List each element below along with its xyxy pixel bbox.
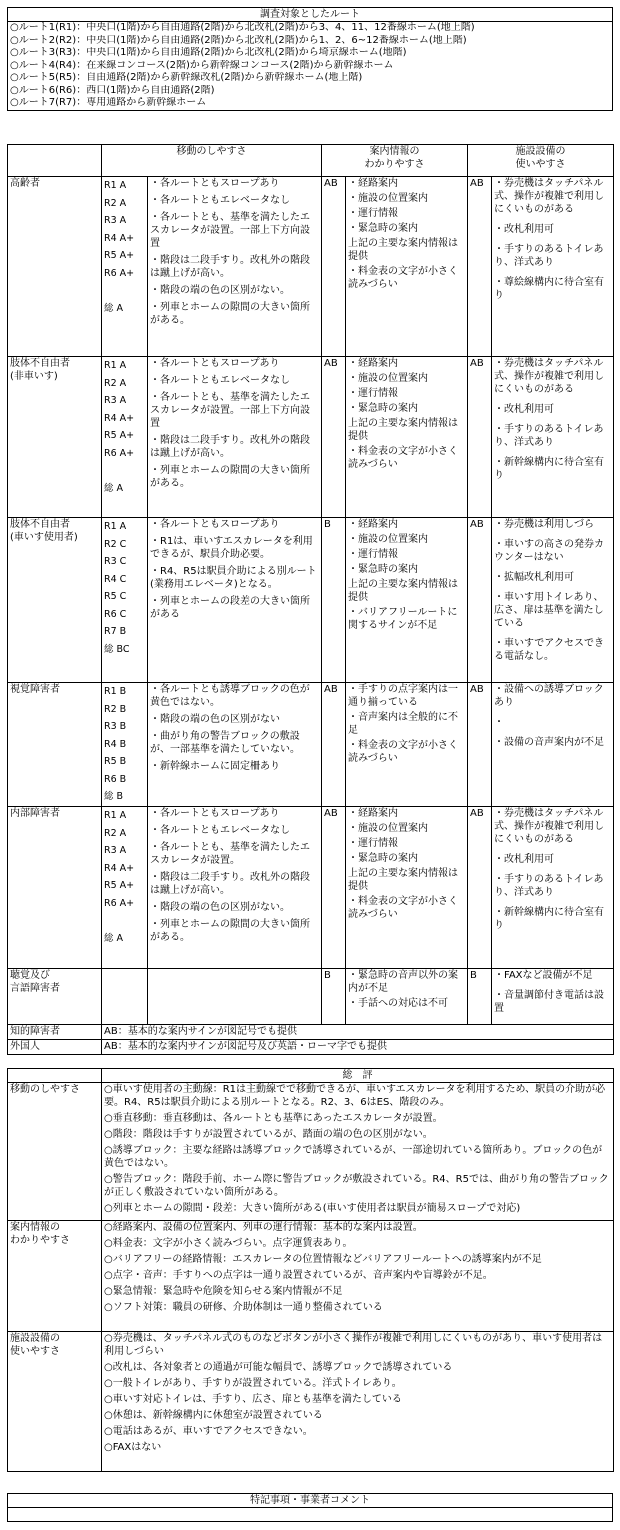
corner-cell	[8, 145, 102, 177]
summary-line: ○休憩は、新幹線構内に休憩室が設置されている	[104, 1410, 323, 1421]
info-item: ・料金表の文字が小さく読みづらい	[348, 740, 458, 764]
route-item: ○ルート6(R6)：西口(1階)から自由通路(2階)	[10, 84, 215, 96]
info-item: ・緊急時の案内	[348, 853, 418, 864]
facility-notes	[492, 969, 614, 1025]
info-item: ・施設の位置案内	[348, 534, 428, 545]
mobility-item: ・各ルートとも、基準を満たしたエスカレータが設置。	[150, 842, 310, 866]
summary-line: ○緊急情報：緊急時や危険を知らせる案内情報が不足	[104, 1286, 343, 1297]
mobility-item: ・各ルートともエレベータなし	[150, 195, 290, 206]
facility-notes	[492, 357, 614, 518]
facility-grade: AB	[468, 518, 492, 683]
info-notes	[346, 177, 468, 357]
facility-item: ・改札利用可	[494, 224, 554, 235]
mobility-item: ・各ルートともスロープあり	[150, 178, 280, 189]
summary-corner	[8, 1069, 102, 1083]
route-grades: R1 A R2 C R3 C R4 C R5 C R6 C R7 B 総 BC	[102, 518, 148, 683]
facility-item: ・FAXなど設備が不足	[494, 970, 593, 981]
info-notes	[346, 807, 468, 969]
facility-item: ・新幹線構内に待合室有り	[494, 457, 604, 481]
route-grades: R1 A R2 A R3 A R4 A+ R5 A+ R6 A+ 総 A	[102, 177, 148, 357]
facility-item: ・券売機は利用しづら	[494, 519, 594, 530]
route-item: ○ルート4(R4)：在来線コンコース(2階)から新幹線コンコース(2階)から新幹線ホーム	[10, 59, 394, 71]
info-item: ・施設の位置案内	[348, 373, 428, 384]
mobility-item: ・各ルートともスロープあり	[150, 808, 280, 819]
info-item: ・運行情報	[348, 208, 398, 219]
facility-item: ・車いすでアクセスできる電話なし。	[494, 638, 604, 662]
remarks-table	[7, 1493, 613, 1522]
route-grades: R1 B R2 B R3 B R4 B R5 B R6 B 総 B	[102, 683, 148, 807]
summary-label: 案内情報の わかりやすさ	[8, 1221, 102, 1332]
summary-line: ○バリアフリーの経路情報：エスカレータの位置情報などバリアフリールートへの誘導案内が不足	[104, 1254, 542, 1265]
info-grade: B	[322, 969, 346, 1025]
info-grade: B	[322, 518, 346, 683]
summary-line: ○改札は、各対象者との通過が可能な幅員で、誘導ブロックで誘導されている	[104, 1362, 453, 1373]
facility-item: ・券売機はタッチパネル式、操作が複雑で利用しにくいものがある	[494, 178, 604, 215]
facility-notes	[492, 683, 614, 807]
group-label: 内部障害者	[8, 807, 102, 969]
info-item: ・経路案内	[348, 178, 398, 189]
route-grades: R1 A R2 A R3 A R4 A+ R5 A+ R6 A+ 総 A	[102, 807, 148, 969]
facility-item: ・車いす用トイレあり、広さ、扉は基準を満たしている	[494, 592, 604, 629]
summary-line: ○券売機は、タッチパネル式のものなどボタンが小さく操作が複雑で利用しにくいものがあり、車いす使用者は利用しづらい	[104, 1333, 603, 1357]
route-item: ○ルート7(R7)：専用通路から新幹線ホーム	[10, 97, 207, 108]
info-item: ・経路案内	[348, 808, 398, 819]
mobility-item: ・R4、R5は駅員介助による別ルート(業務用エレベータ)となる。	[150, 566, 317, 590]
routes-list	[8, 22, 613, 111]
mobility-item: ・曲がり角の警告ブロックの敷設が、一部基準を満たしていない。	[150, 731, 300, 755]
summary-content	[102, 1332, 614, 1472]
route-grades: R1 A R2 A R3 A R4 A+ R5 A+ R6 A+ 総 A	[102, 357, 148, 518]
mobility-item: ・階段は二段手すり。改札外の階段は蹴上げが高い。	[150, 872, 310, 896]
group-label: 肢体不自由者 (車いす使用者)	[8, 518, 102, 683]
facility-grade: AB	[468, 177, 492, 357]
route-item: ○ルート1(R1)：中央口(1階)から自由通路(2階)から北改札(2階)から3、4、11、12番線ホーム(地上階)	[10, 22, 475, 33]
group-label: 視覚障害者	[8, 683, 102, 807]
mobility-item: ・列車とホームの隙間の大きい箇所がある。	[150, 465, 310, 489]
header-info: 案内情報の わかりやすさ	[322, 145, 468, 177]
facility-item: ・	[494, 717, 504, 728]
route-grades	[102, 969, 148, 1025]
info-item: ・音声案内は全般的に不足	[348, 712, 458, 736]
info-item: ・料金表の文字が小さく読みづらい	[348, 896, 458, 920]
info-item: ・緊急時の案内	[348, 223, 418, 234]
facility-item: ・音量調節付き電話は設置	[494, 990, 604, 1014]
facility-notes	[492, 518, 614, 683]
mobility-notes	[148, 177, 322, 357]
facility-grade: AB	[468, 357, 492, 518]
info-item: ・施設の位置案内	[348, 823, 428, 834]
facility-item: ・改札利用可	[494, 854, 554, 865]
info-notes	[346, 518, 468, 683]
summary-title: 総 評	[102, 1069, 614, 1083]
facility-grade: AB	[468, 683, 492, 807]
facility-notes	[492, 807, 614, 969]
info-item: ・バリアフリールートに関するサインが不足	[348, 607, 458, 631]
mobility-notes	[148, 969, 322, 1025]
facility-item: ・設備への誘導ブロックあり	[494, 684, 604, 708]
summary-line: ○階段：階段は手すりが設置されているが、踏面の端の色の区別がない。	[104, 1129, 433, 1140]
summary-label: 施設設備の 使いやすさ	[8, 1332, 102, 1472]
mobility-item: ・列車とホームの段差の大きい箇所がある	[150, 596, 310, 620]
group-label: 肢体不自由者 (非車いす)	[8, 357, 102, 518]
header-facility: 施設設備の 使いやすさ	[468, 145, 614, 177]
info-item: 上記の主要な案内情報は提供	[348, 579, 458, 603]
summary-content	[102, 1083, 614, 1221]
info-grade: AB	[322, 683, 346, 807]
mobility-item: ・各ルートともスロープあり	[150, 519, 280, 530]
info-item: ・経路案内	[348, 358, 398, 369]
header-mobility: 移動のしやすさ	[102, 145, 322, 177]
mobility-item: ・各ルートとも、基準を満たしたエスカレータが設置。一部上下方向設置	[150, 212, 310, 249]
summary-line: ○料金表：文字が小さく読みづらい。点字運賃表あり。	[104, 1238, 353, 1249]
info-item: ・緊急時の案内	[348, 403, 418, 414]
facility-item: ・車いすの高さの発券カウンターはない	[494, 539, 604, 563]
summary-line: ○車いす使用者の主動線：R1は主動線でで移動できるが、車いすエスカレータを利用するため、駅員の介助が必要。R4、R5は駅員介助による別ルートとなる。R2、3、6はES、階段のみ。	[104, 1084, 606, 1108]
footer-group: 知的障害者	[8, 1025, 102, 1040]
remarks-body	[8, 1508, 613, 1522]
mobility-item: ・階段の端の色の区別がない。	[150, 902, 290, 913]
summary-line: ○車いす対応トイレは、手すり、広さ、扉とも基準を満たしている	[104, 1394, 402, 1405]
info-item: ・料金表の文字が小さく読みづらい	[348, 266, 458, 290]
route-item: ○ルート3(R3)：中央口(1階)から自由通路(2階)から北改札(2階)から埼京線ホーム(地階)	[10, 47, 407, 58]
facility-item: ・拡幅改札利用可	[494, 572, 574, 583]
mobility-item: ・列車とホームの隙間の大きい箇所がある。	[150, 302, 310, 326]
mobility-notes	[148, 518, 322, 683]
mobility-notes	[148, 807, 322, 969]
info-item: 上記の主要な案内情報は提供	[348, 868, 458, 892]
info-item: ・緊急時の案内	[348, 564, 418, 575]
info-notes	[346, 357, 468, 518]
remarks-title: 特記事項・事業者コメント	[8, 1494, 613, 1508]
summary-line: ○経路案内、設備の位置案内、列車の運行情報：基本的な案内は設置。	[104, 1222, 423, 1233]
facility-item: ・改札利用可	[494, 404, 554, 415]
facility-grade: AB	[468, 807, 492, 969]
summary-line: ○一般トイレがあり、手すりが設置されている。洋式トイレあり。	[104, 1378, 402, 1389]
facility-item: ・設備の音声案内が不足	[494, 737, 604, 748]
info-item: ・手話への対応は不可	[348, 998, 448, 1009]
info-item: ・料金表の文字が小さく読みづらい	[348, 446, 458, 470]
mobility-item: ・各ルートともエレベータなし	[150, 375, 290, 386]
group-label: 高齢者	[8, 177, 102, 357]
summary-label: 移動のしやすさ	[8, 1083, 102, 1221]
facility-notes	[492, 177, 614, 357]
mobility-item: ・各ルートともスロープあり	[150, 358, 280, 369]
info-item: ・運行情報	[348, 549, 398, 560]
mobility-notes	[148, 683, 322, 807]
facility-item: ・券売機はタッチパネル式、操作が複雑で利用しにくいものがある	[494, 808, 604, 845]
summary-line: ○ソフト対策：職員の研修、介助体制は一通り整備されている	[104, 1302, 383, 1313]
info-item: ・運行情報	[348, 838, 398, 849]
info-item: 上記の主要な案内情報は提供	[348, 238, 458, 262]
info-notes	[346, 683, 468, 807]
mobility-item: ・階段は二段手すり。改札外の階段は蹴上げが高い。	[150, 435, 310, 459]
footer-text: AB：基本的な案内サインが図記号でも提供	[102, 1025, 614, 1040]
route-item: ○ルート2(R2)：中央口(1階)から自由通路(2階)から北改札(2階)から1、2、6~12番線ホーム(地上階)	[10, 34, 467, 46]
mobility-item: ・各ルートともエレベータなし	[150, 825, 290, 836]
info-grade: AB	[322, 177, 346, 357]
summary-content	[102, 1221, 614, 1332]
info-item: ・施設の位置案内	[348, 193, 428, 204]
facility-item: ・券売機はタッチパネル式、操作が複雑で利用しにくいものがある	[494, 358, 604, 395]
info-item: ・緊急時の音声以外の案内が不足	[348, 970, 458, 994]
summary-line: ○点字・音声：手すりへの点字は一通り設置されているが、音声案内や盲導鈴が不足。	[104, 1270, 493, 1281]
mobility-item: ・階段の端の色の区別がない	[150, 714, 280, 725]
routes-table	[7, 7, 613, 111]
summary-table	[7, 1068, 614, 1472]
facility-item: ・尊絵線構内に待合室有り	[494, 277, 604, 301]
summary-line: ○警告ブロック：階段手前、ホーム際に警告ブロックが敷設されている。R4、R5では、曲がり角の警告ブロックが正しく敷設されていない箇所がある。	[104, 1174, 609, 1198]
info-grade: AB	[322, 357, 346, 518]
facility-item: ・手すりのあるトイレあり、洋式あり	[494, 424, 604, 448]
facility-item: ・手すりのあるトイレあり、洋式あり	[494, 874, 604, 898]
footer-text: AB：基本的な案内サインが図記号及び英語・ローマ字でも提供	[102, 1040, 614, 1055]
facility-grade: B	[468, 969, 492, 1025]
route-item: ○ルート5(R5)：自由通路(2階)から新幹線改札(2階)から新幹線ホーム(地上階)	[10, 72, 363, 83]
summary-line: ○列車とホームの隙間・段差：大きい箇所がある(車いす使用者は駅員が簡易スロープで対応)	[104, 1203, 521, 1214]
info-item: ・経路案内	[348, 519, 398, 530]
mobility-item: ・階段は二段手すり。改札外の階段は蹴上げが高い。	[150, 255, 310, 279]
mobility-item: ・各ルートとも誘導ブロックの色が黄色ではない。	[150, 684, 310, 708]
info-item: ・手すりの点字案内は一通り揃っている	[348, 684, 458, 708]
facility-item: ・手すりのあるトイレあり、洋式あり	[494, 244, 604, 268]
routes-title: 調査対象としたルート	[8, 8, 613, 22]
mobility-item: ・列車とホームの隙間の大きい箇所がある。	[150, 919, 310, 943]
summary-line: ○FAXはない	[104, 1442, 162, 1453]
info-item: 上記の主要な案内情報は提供	[348, 418, 458, 442]
info-item: ・運行情報	[348, 388, 398, 399]
summary-line: ○電話はあるが、車いすでアクセスできない。	[104, 1426, 313, 1437]
evaluation-table	[7, 144, 614, 1055]
summary-line: ○垂直移動：垂直移動は、各ルートとも基準にあったエスカレータが設置。	[104, 1113, 443, 1124]
summary-line: ○誘導ブロック：主要な経路は誘導ブロックで誘導されているが、一部途切れている箇所あり。ブロックの色が黄色ではない。	[104, 1145, 603, 1169]
mobility-notes	[148, 357, 322, 518]
mobility-item: ・各ルートとも、基準を満たしたエスカレータが設置。一部上下方向設置	[150, 392, 310, 429]
info-grade: AB	[322, 807, 346, 969]
mobility-item: ・新幹線ホームに固定柵あり	[150, 761, 280, 772]
group-label: 聴覚及び 言語障害者	[8, 969, 102, 1025]
mobility-item: ・R1は、車いすエスカレータを利用できるが、駅員介助必要。	[150, 536, 313, 560]
footer-group: 外国人	[8, 1040, 102, 1055]
info-notes	[346, 969, 468, 1025]
mobility-item: ・階段の端の色の区別がない。	[150, 285, 290, 296]
facility-item: ・新幹線構内に待合室有り	[494, 907, 604, 931]
